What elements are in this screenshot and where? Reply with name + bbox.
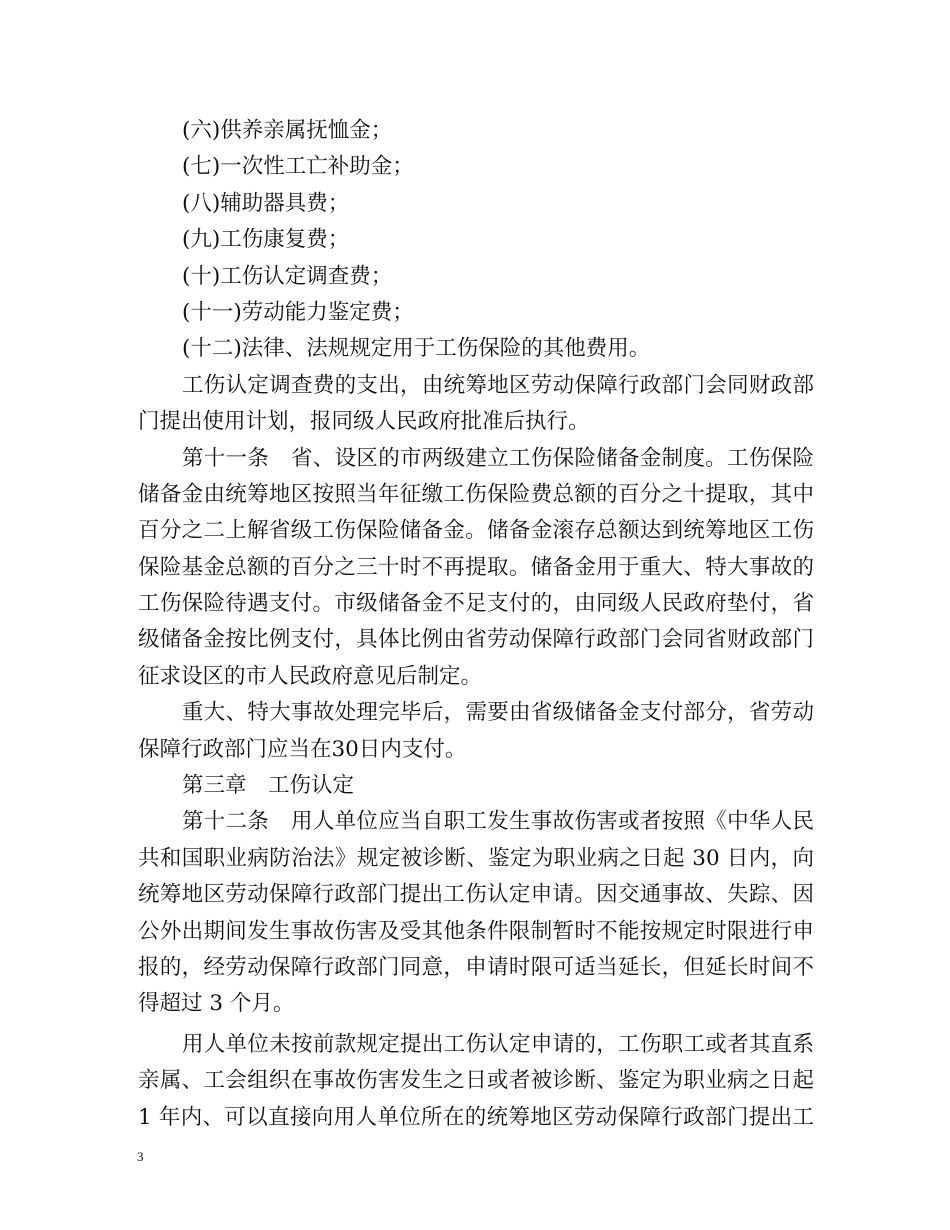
page-number: 3 [137,1149,144,1164]
list-item-6: (六)供养亲属抚恤金； [182,118,393,143]
article-12-line-4: 公外出期间发生事故伤害及受其他条件限制暂时不能按规定时限进行申 [138,918,814,944]
article-12-line-2: 共和国职业病防治法》规定被诊断、鉴定为职业病之日起 30 日内，向 [138,845,814,871]
list-item-12: (十二)法律、法规规定用于工伤保险的其他费用。 [182,336,651,362]
article-11-line-1: 第十一条 省、设区的市两级建立工伤保险储备金制度。工伤保险 [182,445,814,471]
article-12-line-3: 统筹地区劳动保障行政部门提出工伤认定申请。因交通事故、失踪、因 [138,882,814,908]
chapter-heading: 第三章 工伤认定 [182,773,355,799]
article-11-line-3: 百分之二上解省级工伤保险储备金。储备金滚存总额达到统筹地区工伤 [138,518,814,544]
major-accident-paragraph-line-1: 重大、特大事故处理完毕后，需要由省级储备金支付部分，省劳动 [182,700,814,726]
article-11-line-5: 工伤保险待遇支付。市级储备金不足支付的，由同级人民政府垫付，省 [138,591,814,617]
list-item-7: (七)一次性工亡补助金； [182,154,414,180]
major-accident-paragraph-line-2: 保障行政部门应当在30日内支付。 [138,736,467,762]
list-item-9: (九)工伤康复费； [182,227,350,253]
article-11-line-4: 保险基金总额的百分之三十时不再提取。储备金用于重大、特大事故的 [138,554,814,580]
article-11-line-2: 储备金由统筹地区按照当年征缴工伤保险费总额的百分之十提取，其中 [138,481,814,507]
document-body [138,113,814,1136]
list-item-10: (十)工伤认定调查费； [182,263,393,289]
article-11-line-7: 征求设区的市人民政府意见后制定。 [138,663,483,689]
article-12-paragraph-2-line-2: 亲属、工会组织在事故伤害发生之日或者被诊断、鉴定为职业病之日起 [138,1068,814,1094]
list-item-11: (十一)劳动能力鉴定费； [182,299,414,325]
article-12-line-6: 得超过 3 个月。 [138,991,295,1017]
paragraph-investigation-fee-line-2: 门提出使用计划，报同级人民政府批准后执行。 [138,409,590,435]
article-12-line-5: 报的，经劳动保障行政部门同意，申请时限可适当延长，但延长时间不 [138,954,814,980]
article-12-paragraph-2-line-1: 用人单位未按前款规定提出工伤认定申请的，工伤职工或者其直系 [182,1031,814,1057]
article-12-line-1: 第十二条 用人单位应当自职工发生事故伤害或者按照《中华人民 [182,809,814,835]
article-12-paragraph-2-line-3: 1 年内、可以直接向用人单位所在的统筹地区劳动保障行政部门提出工 [138,1104,814,1130]
paragraph-investigation-fee-line-1: 工伤认定调查费的支出，由统筹地区劳动保障行政部门会同财政部 [182,372,814,398]
article-11-line-6: 级储备金按比例支付，具体比例由省劳动保障行政部门会同省财政部门 [138,627,814,653]
list-item-8: (八)辅助器具费； [182,190,350,216]
